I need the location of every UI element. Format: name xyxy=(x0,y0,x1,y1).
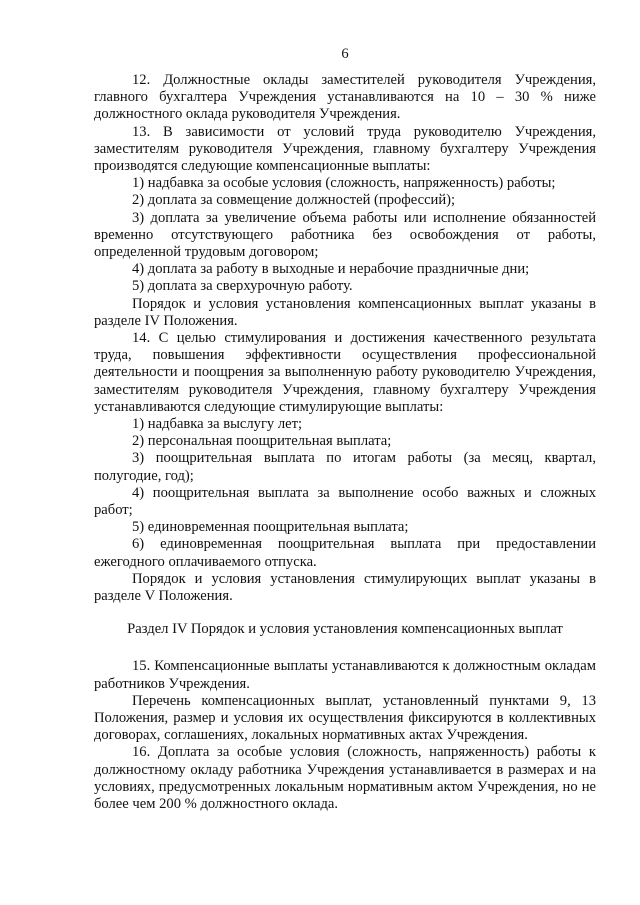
list-item: 1) надбавка за особые условия (сложность, напряженность) работы; xyxy=(132,175,556,192)
paragraph-incentive-reference: Порядок и условия установления стимулирующих выплат указаны в разделе V Положения. xyxy=(94,570,596,605)
section-heading: Раздел IV Порядок и условия установления компенсационных выплат xyxy=(127,621,563,638)
list-item: 3) доплата за увеличение объема работы или исполнение обязанностей временно отсутствующего работника без освобождения от работы, определенной трудовым договором; xyxy=(94,209,596,261)
list-item: 1) надбавка за выслугу лет; xyxy=(132,416,303,433)
list-item: 5) доплата за сверхурочную работу. xyxy=(132,278,353,295)
list-item: 5) единовременная поощрительная выплата; xyxy=(132,519,409,536)
list-item: 2) персональная поощрительная выплата; xyxy=(132,433,392,450)
paragraph-14: 14. С целью стимулирования и достижения качественного результата труда, повышения эффективности осуществления профессиональной деятельности и поощрения за выполненную работу руководителю Учреждения, заместителям руководителя Учреждения, главному бухгалтеру Учреждения устанавливаются следующие стимулирующие выплаты: xyxy=(94,330,596,415)
paragraph-compensation-list: Перечень компенсационных выплат, установленный пунктами 9, 13 Положения, размер и условия их осуществления фиксируются в коллективных договорах, соглашениях, локальных нормативных актах Учреждения. xyxy=(94,692,596,744)
document-page xyxy=(94,0,596,905)
list-item: 4) поощрительная выплата за выполнение особо важных и сложных работ; xyxy=(94,484,596,519)
paragraph-compensation-reference: Порядок и условия установления компенсационных выплат указаны в разделе IV Положения. xyxy=(94,295,596,329)
page-number: 6 xyxy=(341,46,349,62)
paragraph-13: 13. В зависимости от условий труда руководителю Учреждения, заместителям руководителя Учреждения, главному бухгалтеру Учреждения производятся следующие компенсационные выплаты: xyxy=(94,123,596,175)
document-body xyxy=(94,72,596,813)
paragraph-15: 15. Компенсационные выплаты устанавливаются к должностным окладам работников Учреждения. xyxy=(94,658,596,692)
paragraph-12: 12. Должностные оклады заместителей руководителя Учреждения, главного бухгалтера Учреждения устанавливаются на 10 – 30 % ниже должностного оклада руководителя Учреждения. xyxy=(94,72,596,123)
paragraph-16: 16. Доплата за особые условия (сложность, напряженность) работы к должностному окладу работника Учреждения устанавливается в размерах и на условиях, предусмотренных локальным нормативным актом Учреждения, но не более чем 200 % должностного оклада. xyxy=(94,744,596,812)
list-item: 3) поощрительная выплата по итогам работы (за месяц, квартал, полугодие, год); xyxy=(94,450,596,484)
list-item: 2) доплата за совмещение должностей (профессий); xyxy=(132,192,456,209)
list-item: 6) единовременная поощрительная выплата при предоставлении ежегодного оплачиваемого отпуска. xyxy=(94,536,596,570)
list-item: 4) доплата за работу в выходные и нерабочие праздничные дни; xyxy=(132,261,530,278)
